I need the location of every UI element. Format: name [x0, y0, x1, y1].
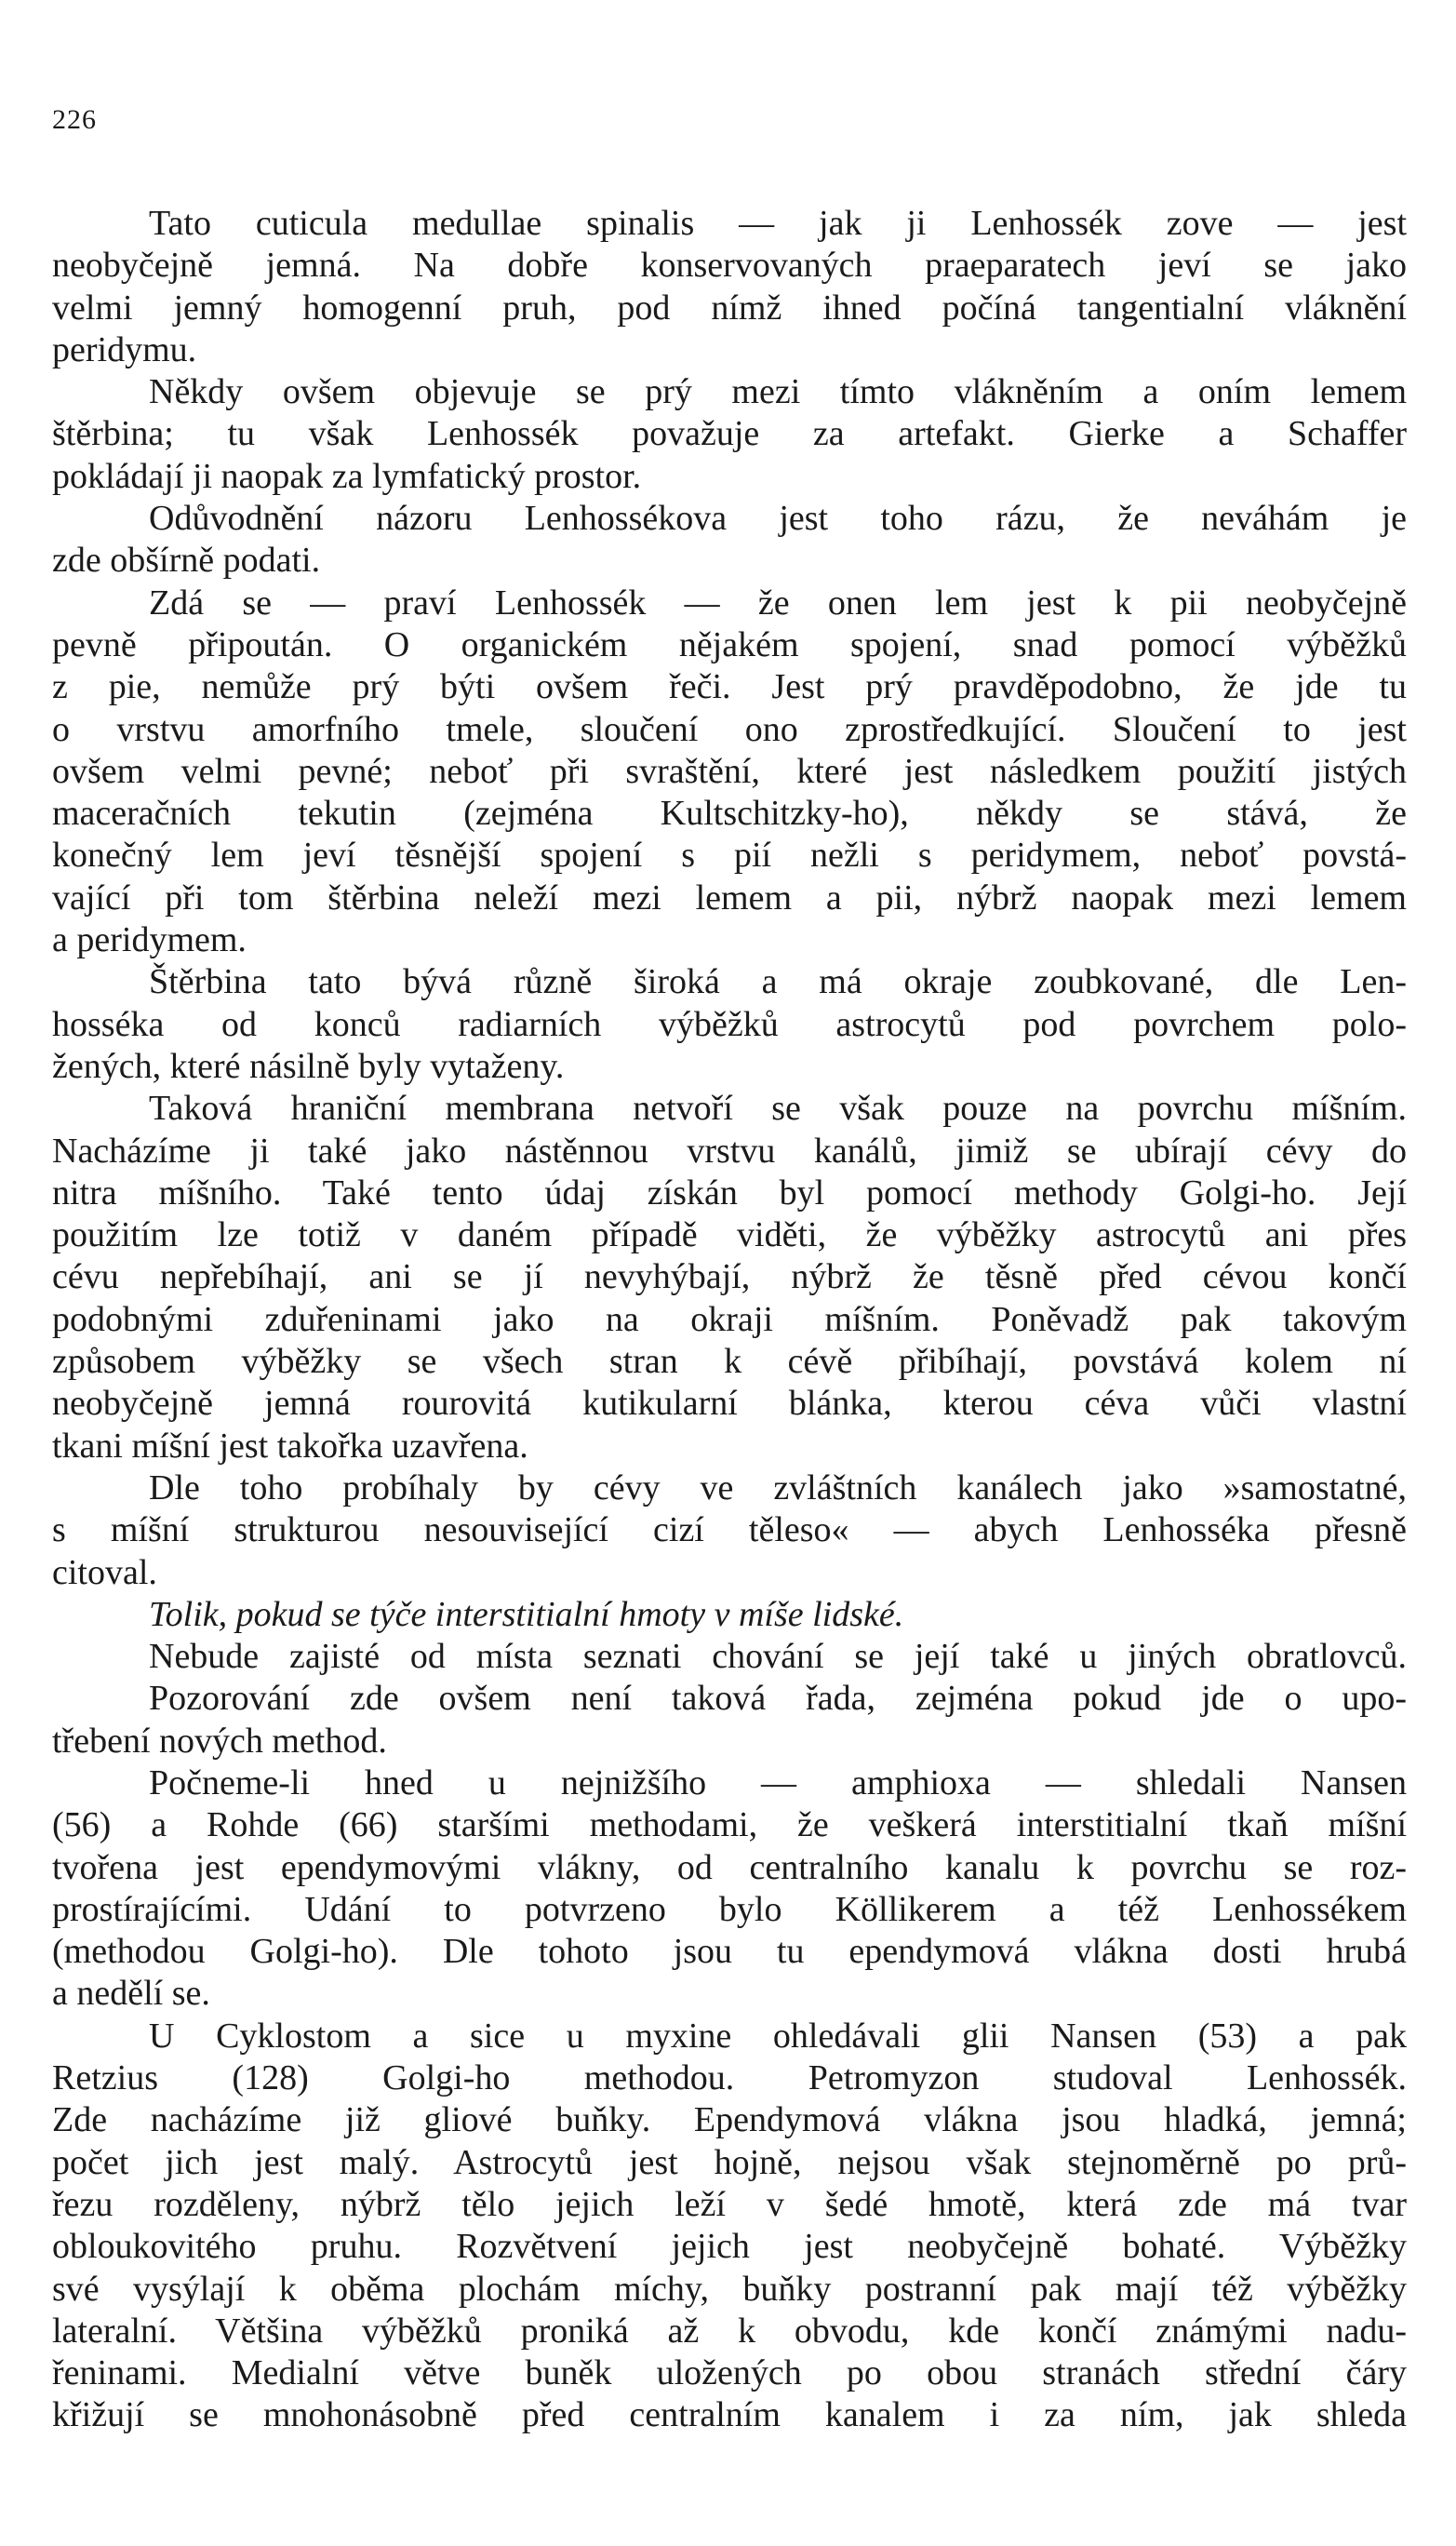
text-line: Tolik, pokud se týče interstitialní hmoty v míše lidské.: [149, 1594, 904, 1634]
text-line: Odůvodnění názoru Lenhossékova jest toho rázu, že neváhám je: [149, 499, 1407, 539]
text-line: zde obšírně podati.: [52, 541, 321, 581]
text-line: Počneme-li hned u nejnižšího — amphioxa — shledali Nansen: [149, 1762, 1407, 1802]
text-line: nitra míšního. Také tento údaj získán byl pomocí methody Golgi-ho. Její: [52, 1172, 1407, 1213]
text-line: počet jich jest malý. Astrocytů jest hojně, nejsou však stejnoměrně po prů-: [52, 2142, 1407, 2182]
text-line: neobyčejně jemná. Na dobře konservovaných praeparatech jeví se jako: [52, 246, 1407, 286]
text-line: Nebude zajisté od místa seznati chování se její také u jiných obratlovců.: [149, 1637, 1407, 1677]
text-line: štěrbina; tu však Lenhossék považuje za artefakt. Gierke a Schaffer: [52, 414, 1407, 454]
text-line: křižují se mnohonásobně před centralním kanalem i za ním, jak shleda: [52, 2395, 1407, 2435]
text-line: tkani míšní jest takořka uzavřena.: [52, 1426, 528, 1466]
text-line: Retzius (128) Golgi-ho methodou. Petromyzon studoval Lenhossék.: [52, 2058, 1407, 2098]
text-line: neobyčejně jemná rourovitá kutikularní blánka, kterou céva vůči vlastní: [52, 1384, 1407, 1424]
text-line: žených, které násilně byly vytaženy.: [52, 1046, 565, 1086]
text-line: podobnými zduřeninami jako na okraji míšním. Poněvadž pak takovým: [52, 1299, 1407, 1339]
text-line: Štěrbina tato bývá různě široká a má okraje zoubkované, dle Len-: [149, 962, 1407, 1002]
text-line: způsobem výběžky se všech stran k cévě přibíhají, povstává kolem ní: [52, 1342, 1407, 1382]
text-line: U Cyklostom a sice u myxine ohledávali glii Nansen (53) a pak: [149, 2016, 1407, 2056]
text-line: Tato cuticula medullae spinalis — jak ji Lenhossék zove — jest: [149, 204, 1407, 243]
text-line: obloukovitého pruhu. Rozvětvení jejich jest neobyčejně bohaté. Výběžky: [52, 2227, 1407, 2267]
text-line: ovšem velmi pevné; neboť při svraštění, které jest následkem použití jistých: [52, 751, 1407, 791]
text-line: Někdy ovšem objevuje se prý mezi tímto vlákněním a oním lemem: [149, 372, 1407, 412]
text-line: (methodou Golgi-ho). Dle tohoto jsou tu ependymová vlákna dosti hrubá: [52, 1932, 1407, 1972]
text-line: Zde nacházíme již gliové buňky. Ependymová vlákna jsou hladká, jemná;: [52, 2100, 1407, 2140]
text-line: peridymu.: [52, 329, 197, 369]
body-text: [52, 203, 1407, 2437]
text-line: o vrstvu amorfního tmele, sloučení ono zprostředkující. Sloučení to jest: [52, 709, 1407, 749]
text-line: cévu nepřebíhají, ani se jí nevyhýbají, nýbrž že těsně před cévou končí: [52, 1257, 1407, 1297]
text-line: třebení nových method.: [52, 1721, 387, 1761]
text-line: citoval.: [52, 1552, 157, 1592]
text-line: a nedělí se.: [52, 1974, 210, 2014]
text-line: tvořena jest ependymovými vlákny, od centralního kanalu k povrchu se roz-: [52, 1847, 1407, 1887]
text-line: lateralní. Většina výběžků proniká až k obvodu, kde končí známými nadu-: [52, 2311, 1407, 2351]
text-line: (56) a Rohde (66) staršími methodami, že veškerá interstitialní tkaň míšní: [52, 1805, 1407, 1845]
text-line: Zdá se — praví Lenhossék — že onen lem jest k pii neobyčejně: [149, 583, 1407, 623]
text-line: pevně připoután. O organickém nějakém spojení, snad pomocí výběžků: [52, 624, 1407, 664]
text-line: řeninami. Medialní větve buněk uložených po obou stranách střední čáry: [52, 2353, 1407, 2393]
text-line: použitím lze totiž v daném případě viděti, že výběžky astrocytů ani přes: [52, 1215, 1407, 1255]
text-line: velmi jemný homogenní pruh, pod nímž ihned počíná tangentialní vláknění: [52, 288, 1407, 328]
text-line: hosséka od konců radiarních výběžků astrocytů pod povrchem polo-: [52, 1004, 1407, 1044]
text-line: maceračních tekutin (zejména Kultschitzky-ho), někdy se stává, že: [52, 794, 1407, 834]
text-line: Pozorování zde ovšem není taková řada, zejména pokud jde o upo-: [149, 1679, 1407, 1719]
text-line: Nacházíme ji také jako nástěnnou vrstvu kanálů, jimiž se ubírají cévy do: [52, 1131, 1407, 1171]
text-line: řezu rozděleny, nýbrž tělo jejich leží v šedé hmotě, která zde má tvar: [52, 2184, 1407, 2224]
text-line: a peridymem.: [52, 920, 247, 960]
text-line: prostírajícími. Udání to potvrzeno bylo Köllikerem a též Lenhossékem: [52, 1889, 1407, 1929]
text-line: pokládají ji naopak za lymfatický prostor.: [52, 456, 642, 496]
text-line: s míšní strukturou nesouvisející cizí těleso« — abych Lenhosséka přesně: [52, 1510, 1407, 1550]
page-number: 226: [52, 104, 97, 135]
text-line: své vysýlají k oběma plochám míchy, buňky postranní pak mají též výběžky: [52, 2269, 1407, 2309]
text-line: z pie, nemůže prý býti ovšem řeči. Jest prý pravděpodobno, že jde tu: [52, 667, 1407, 707]
text-line: konečný lem jeví těsnější spojení s pií nežli s peridymem, neboť povstá-: [52, 836, 1407, 876]
text-line: Taková hraniční membrana netvoří se však pouze na povrchu míšním.: [149, 1089, 1407, 1129]
text-line: vající při tom štěrbina neleží mezi lemem a pii, nýbrž naopak mezi lemem: [52, 878, 1407, 918]
text-line: Dle toho probíhaly by cévy ve zvláštních kanálech jako »samostatné,: [149, 1467, 1407, 1508]
